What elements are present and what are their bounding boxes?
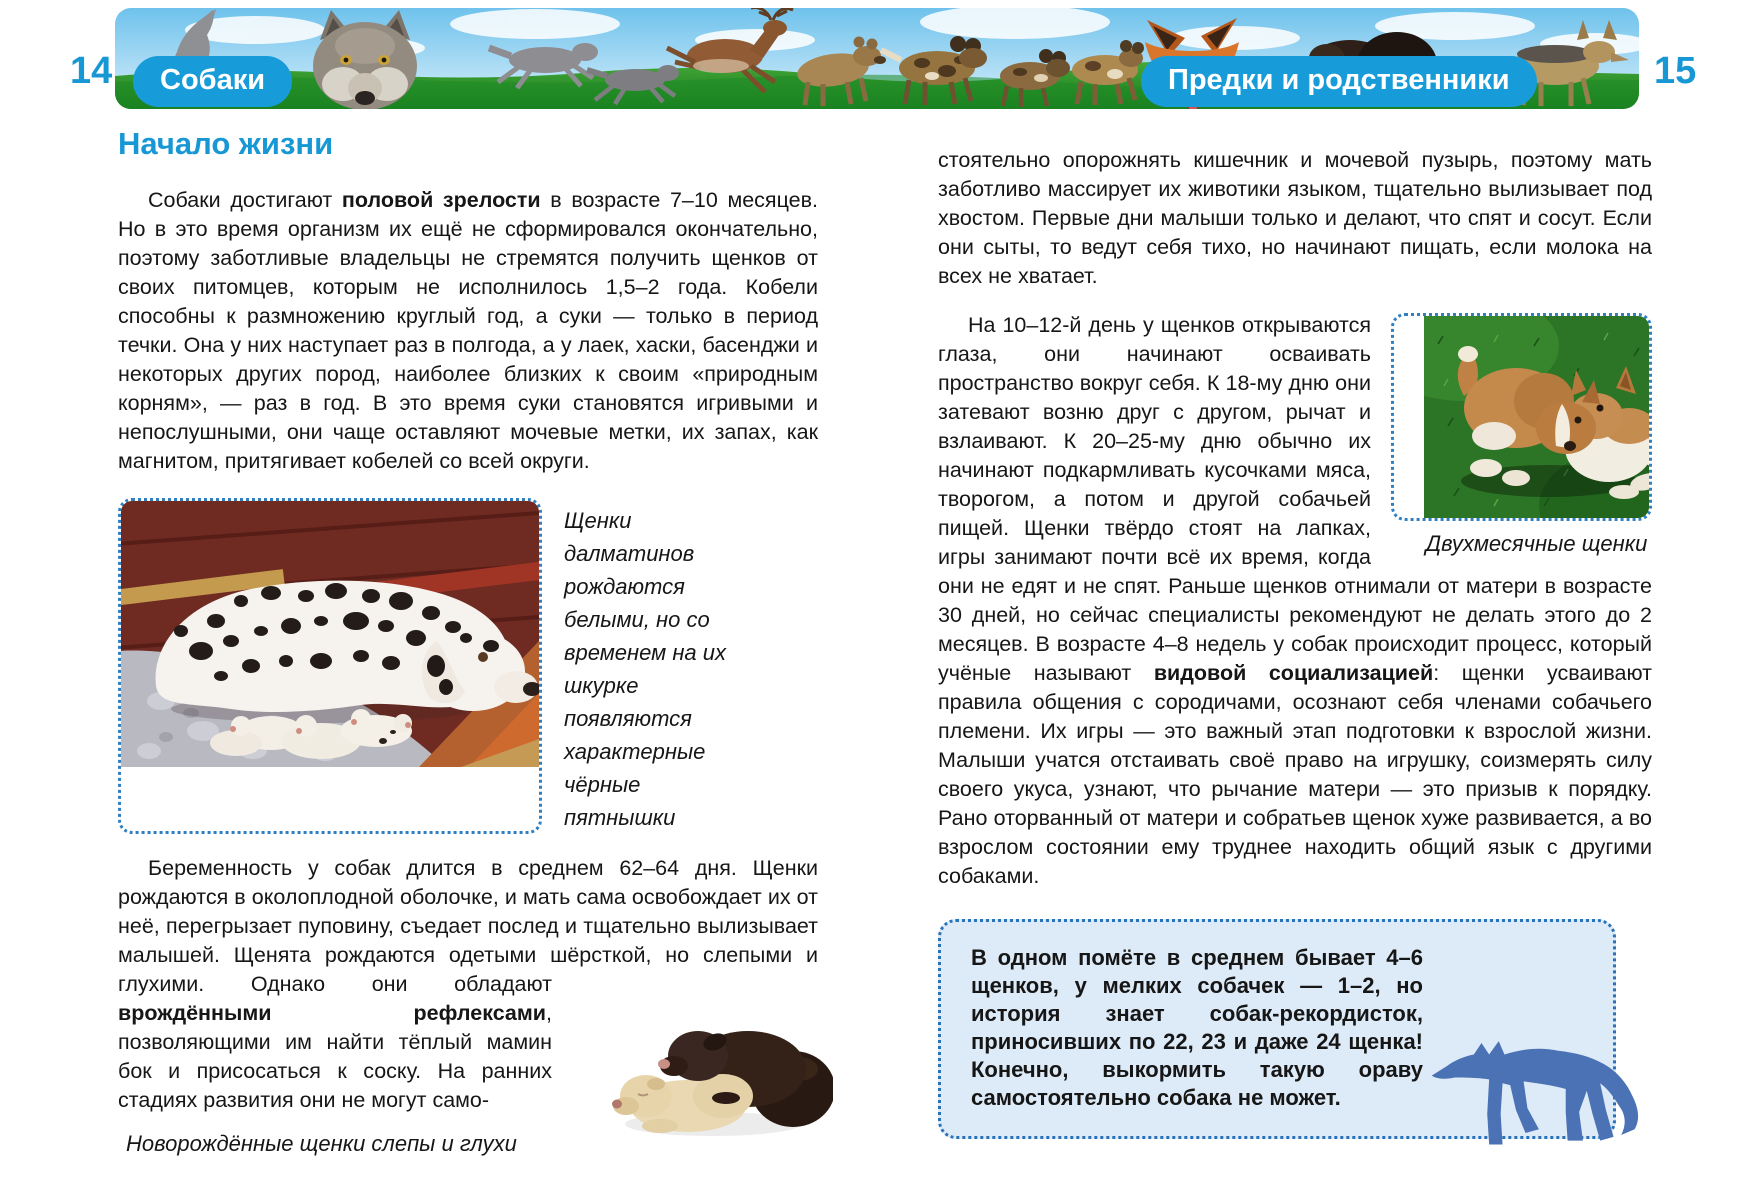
playing-puppies-photo bbox=[1391, 313, 1652, 521]
fact-callout-box bbox=[938, 919, 1616, 1139]
newborn-puppies-illustration bbox=[598, 974, 833, 1144]
paragraph-care: стоятельно опорожнять кишечник и мочевой пузырь, поэтому мать заботливо массирует их животики языком, тщательно вылизывает под хвостом. Первые дни малыши только и делают, что спят и сосут. Если они сыты, то ведут себя тихо, но начинают пищать, если молока на всех не хватает. bbox=[938, 148, 1652, 288]
wolf-head-illustration bbox=[313, 10, 417, 109]
newborn-caption: Новорождённые щенки слепы и глухи bbox=[126, 1131, 517, 1156]
paragraph-text: Собаки достигают bbox=[148, 188, 342, 212]
left-page-column bbox=[118, 126, 818, 1157]
paragraph-text: в возрасте 7–10 месяцев. Но в это время организм их ещё не сформировался окончательно, поэтому заботливые владельцы не стремятся получить щенков от своих питомцев, которым не исполнилось 1,5–2 года. Кобели способны к размножению круглый год, а суки — только в период течки. Она у них наступает раз в полгода, а у лаек, хаски, басенджи и некоторых других пород, наиболее близких к своим «природным корням», — раз в год. В это время суки становятся игривыми и непослушными, они чаще оставляют мочевые метки, их запах, как магнитом, притягивает кобелей со всей округи. bbox=[118, 188, 819, 473]
paragraph-text: : щенки усваивают правила общения с сородичами, осознают себя членами собачьего племени. Их игры — это важный этап подготовки к взрослой жизни. Малыши учатся отстаивать своё право на игрушку, соизмерять силу своего укуса, узнают, что рычание матери — это призыв к порядку. Рано оторванный от матери и собратьев щенок хуже развивается, а во взрослом состоянии ему труднее находить общий язык с другими собаками. bbox=[938, 661, 1652, 888]
dalmatian-photo-illustration bbox=[121, 501, 539, 767]
section-tab-ancestors: Предки и родственники bbox=[1141, 56, 1537, 107]
bold-term-maturity: половой зрелости bbox=[341, 188, 541, 212]
dalmatian-photo bbox=[118, 498, 542, 834]
playing-puppies-photo-block bbox=[1391, 313, 1652, 557]
paragraph-text: Беременность у собак длится в среднем 62–64 дня. Щенки рождаются в околоплодной оболочке, и мать сама освобождает их от неё, перегрызает пуповину, съедает послед и тщательно вылизывает малышей. Щенята рождаются одетыми шёрсткой, но слепыми и глухими. Однако они обладают bbox=[118, 856, 818, 996]
page-number-right: 15 bbox=[1654, 50, 1697, 92]
dalmatian-photo-block bbox=[118, 498, 818, 834]
paragraph-maturity bbox=[118, 186, 818, 476]
playing-puppies-caption: Двухмесячные щенки bbox=[1425, 531, 1648, 556]
section-tab-dogs: Собаки bbox=[133, 56, 292, 107]
wolf-silhouette-icon bbox=[1419, 1022, 1655, 1156]
paragraph-development bbox=[938, 311, 1652, 891]
newborn-puppies-photo bbox=[568, 974, 818, 1156]
playing-puppies-illustration bbox=[1424, 316, 1652, 518]
bold-term-reflexes: врождёнными рефлексами bbox=[118, 1001, 547, 1025]
dalmatian-caption: Щенки далматинов рождаются белыми, но со временем на их шкурке появляются характерные чёрные пятнышки bbox=[564, 508, 727, 830]
page-title: Начало жизни bbox=[118, 126, 334, 161]
paragraph-text: На 10–12-й день у щенков открываются глаза, они начинают осваивать пространство вокруг себя. К 18-му дню они затевают возню друг с другом, рычат и взлаивают. К 20–25-му дню обычно их начинают подкармливать кусочками мяса, творогом, а потом и другой собачьей пищей. Щенки твёрдо стоят на лапках, игры занимают почти всё их время, когда они не едят и не спят. Раньше щенков отнимали от матери в возрасте 30 дней, но сейчас специалисты рекомендуют не делать этого до 2 месяцев. В возрасте 4–8 недель у собак происходит процесс, который учёные называют bbox=[938, 313, 1652, 685]
callout-text: В одном помёте в среднем бывает 4–6 щенков, у мелких собачек — 1–2, но история знает собак-рекордисток, приносивших по 22, 23 и даже 24 щенка! Конечно, выкормить такую ораву самостоятельно собака не может. bbox=[971, 945, 1423, 1110]
right-page-column bbox=[938, 146, 1652, 1139]
paragraph-text: , позволяющими им найти тёплый мамин бок и присосаться к соску. На ранних стадиях развития они не могут само- bbox=[118, 1001, 552, 1112]
bold-term-socialization: видовой социализацией bbox=[1153, 661, 1434, 685]
page-number-left: 14 bbox=[70, 50, 113, 92]
paragraph-birth bbox=[118, 854, 818, 1115]
